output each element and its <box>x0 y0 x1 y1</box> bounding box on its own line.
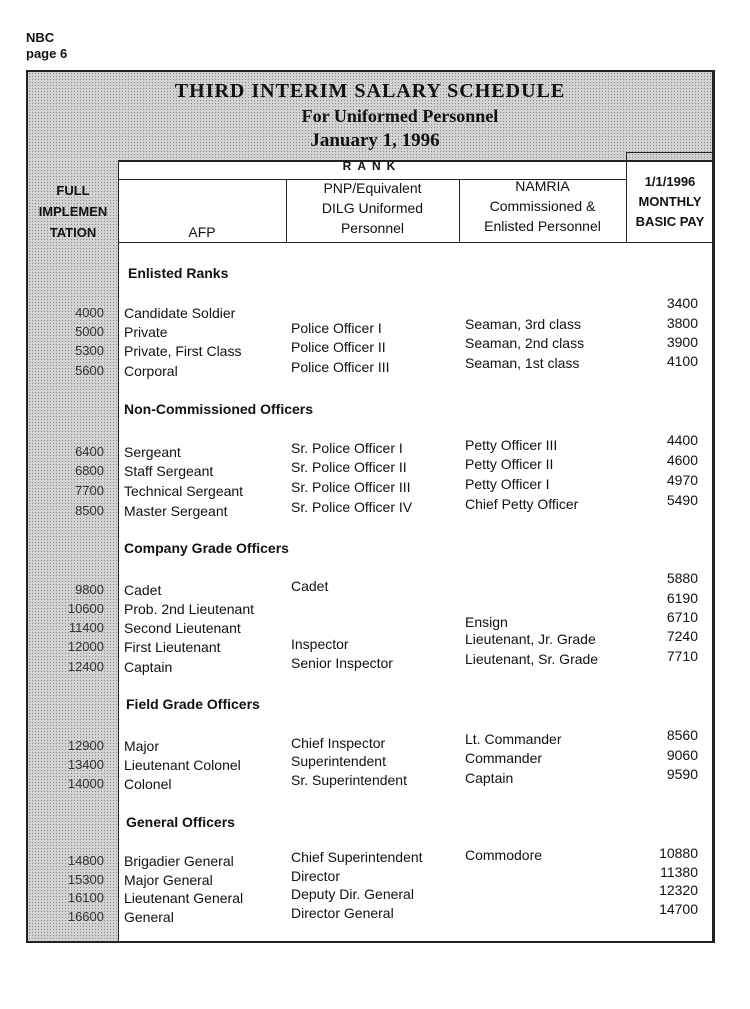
afp-rank: Cadet <box>124 582 162 598</box>
pnp-rank: Sr. Police Officer IV <box>291 499 413 515</box>
header-line: Commissioned & <box>489 198 596 214</box>
monthly-pay: 4400 <box>666 432 698 448</box>
full-implementation-value: 5300 <box>75 343 104 358</box>
monthly-pay: 3400 <box>666 295 698 311</box>
monthly-pay: 14700 <box>659 901 698 917</box>
namria-rank: Petty Officer II <box>465 456 554 472</box>
salary-schedule-table <box>26 70 715 943</box>
full-implementation-value: 16100 <box>67 890 104 905</box>
full-implementation-value: 6400 <box>75 444 104 459</box>
header-line: MONTHLY <box>638 194 702 209</box>
monthly-pay: 6710 <box>666 609 698 625</box>
namria-rank: Lieutenant, Sr. Grade <box>465 651 599 667</box>
full-implementation-value: 12000 <box>67 639 104 654</box>
afp-rank: Private, First Class <box>124 343 242 359</box>
afp-rank: Private <box>124 324 168 340</box>
monthly-pay: 3900 <box>666 334 698 350</box>
full-implementation-value: 11400 <box>68 620 104 635</box>
pay-header-divider <box>626 152 714 153</box>
namria-rank: Seaman, 2nd class <box>465 335 585 351</box>
namria-rank: Lieutenant, Jr. Grade <box>465 631 596 647</box>
title-box <box>28 72 712 162</box>
namria-rank: Ensign <box>465 614 508 630</box>
schedule-title: THIRD INTERIM SALARY SCHEDULE <box>174 80 566 102</box>
monthly-pay: 7240 <box>666 628 698 644</box>
pnp-rank: Superintendent <box>291 753 386 769</box>
afp-rank: Corporal <box>124 363 178 379</box>
header-line: PNP/Equivalent <box>323 180 422 196</box>
afp-rank: Staff Sergeant <box>124 463 214 479</box>
namria-rank: Captain <box>465 770 514 786</box>
full-implementation-value: 4000 <box>75 305 104 320</box>
group-heading: Non-Commissioned Officers <box>124 401 314 417</box>
pnp-rank: Deputy Dir. General <box>291 886 414 902</box>
namria-rank: Seaman, 3rd class <box>465 316 581 332</box>
afp-rank: Technical Sergeant <box>124 483 244 499</box>
full-implementation-value: 12400 <box>67 659 104 674</box>
afp-rank: Second Lieutenant <box>124 620 241 636</box>
afp-rank: Captain <box>124 659 173 675</box>
pnp-rank: Chief Inspector <box>291 735 386 751</box>
org-label: NBC <box>26 30 55 45</box>
group-heading: Enlisted Ranks <box>128 265 229 281</box>
monthly-pay: 5880 <box>666 570 698 586</box>
afp-rank: Major <box>124 738 160 754</box>
monthly-pay: 5490 <box>666 492 698 508</box>
namria-rank: Petty Officer III <box>465 437 558 453</box>
monthly-pay: 11380 <box>660 864 698 880</box>
namria-rank: Seaman, 1st class <box>465 355 580 371</box>
monthly-pay: 4100 <box>666 353 698 369</box>
monthly-pay: 10880 <box>659 845 698 861</box>
afp-rank: Sergeant <box>124 444 181 460</box>
afp-rank: Master Sergeant <box>124 503 228 519</box>
header-line: NAMRIA <box>515 178 570 194</box>
table-row <box>28 905 714 927</box>
pnp-rank: Sr. Police Officer I <box>291 440 403 456</box>
pnp-rank: Sr. Police Officer III <box>291 479 411 495</box>
pnp-rank: Senior Inspector <box>291 655 393 671</box>
table-row <box>28 847 714 871</box>
full-implementation-value: 10600 <box>67 601 104 616</box>
header-line: FULL <box>56 183 90 198</box>
table-row <box>28 601 714 619</box>
pnp-rank: Sr. Police Officer II <box>291 459 407 475</box>
rank-header: RANK <box>342 159 402 173</box>
full-implementation-value: 9800 <box>75 582 104 597</box>
afp-rank: Brigadier General <box>124 853 234 869</box>
full-implementation-header <box>28 180 118 243</box>
monthly-pay: 9060 <box>666 747 698 763</box>
namria-rank: Petty Officer I <box>465 476 550 492</box>
header-line: DILG Uniformed <box>321 200 424 216</box>
schedule-date: January 1, 1996 <box>310 130 440 151</box>
namria-rank: Lt. Commander <box>465 731 562 747</box>
pnp-rank: Police Officer I <box>291 320 382 336</box>
afp-rank: General <box>124 909 174 925</box>
afp-rank: Candidate Soldier <box>124 305 236 321</box>
pnp-rank: Cadet <box>291 578 329 594</box>
header-line: 1/1/1996 <box>644 174 696 189</box>
header-line: Personnel <box>340 220 405 236</box>
header-line: BASIC PAY <box>635 214 705 229</box>
afp-header: AFP <box>188 224 216 240</box>
afp-rank: Prob. 2nd Lieutenant <box>124 601 254 617</box>
full-implementation-value: 15300 <box>67 872 104 887</box>
header-line: IMPLEMEN <box>38 204 108 219</box>
afp-rank: Colonel <box>124 776 172 792</box>
afp-rank: Major General <box>124 872 213 888</box>
monthly-pay: 9590 <box>666 766 698 782</box>
afp-rank: Lieutenant Colonel <box>124 757 241 773</box>
monthly-pay: 8560 <box>666 727 698 743</box>
namria-rank: Chief Petty Officer <box>465 496 579 512</box>
monthly-pay: 12320 <box>659 882 698 898</box>
pnp-rank: Police Officer III <box>291 359 390 375</box>
full-implementation-value: 6800 <box>75 463 104 478</box>
pnp-rank: Director <box>291 868 341 884</box>
namria-rank: Commodore <box>465 847 543 863</box>
header-divider <box>118 242 714 243</box>
monthly-pay: 4600 <box>666 452 698 468</box>
monthly-pay: 4970 <box>666 472 698 488</box>
full-implementation-value: 14800 <box>67 853 104 868</box>
full-implementation-value: 14000 <box>67 776 104 791</box>
full-implementation-value: 5600 <box>75 363 104 378</box>
schedule-subtitle: For Uniformed Personnel <box>301 106 499 126</box>
page-header <box>26 30 67 62</box>
full-implementation-value: 5000 <box>75 324 104 339</box>
header-line: Enlisted Personnel <box>484 218 601 234</box>
pnp-rank: Sr. Superintendent <box>291 772 407 788</box>
namria-header <box>459 176 626 236</box>
monthly-pay: 6190 <box>666 590 698 606</box>
full-implementation-value: 7700 <box>75 483 104 498</box>
page-number: page 6 <box>26 46 68 61</box>
namria-rank: Commander <box>465 750 543 766</box>
monthly-pay: 3800 <box>666 315 698 331</box>
group-heading: Field Grade Officers <box>126 696 260 712</box>
pnp-rank: Chief Superintendent <box>291 849 423 865</box>
afp-rank: Lieutenant General <box>124 890 244 906</box>
pnp-rank: Police Officer II <box>291 339 386 355</box>
full-implementation-value: 13400 <box>67 757 104 772</box>
pnp-header <box>286 178 459 238</box>
afp-rank: First Lieutenant <box>124 639 221 655</box>
group-heading: General Officers <box>126 814 235 830</box>
full-implementation-value: 16600 <box>67 909 104 924</box>
full-implementation-value: 8500 <box>75 503 104 518</box>
monthly-pay-header <box>626 172 714 232</box>
full-implementation-column <box>28 160 119 941</box>
full-implementation-value: 12900 <box>67 738 104 753</box>
monthly-pay: 7710 <box>666 648 698 664</box>
pnp-rank: Director General <box>291 905 394 921</box>
pnp-rank: Inspector <box>291 636 349 652</box>
group-heading: Company Grade Officers <box>124 540 289 556</box>
header-line: TATION <box>49 225 97 240</box>
